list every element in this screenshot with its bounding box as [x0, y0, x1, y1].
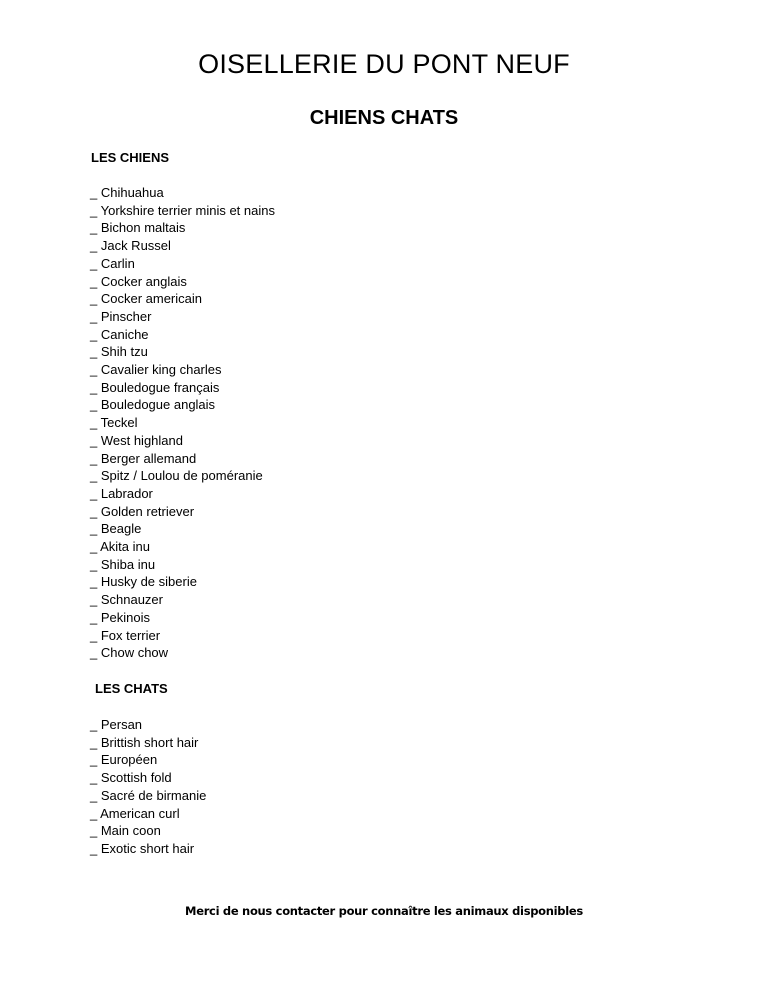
list-item: _ Bouledogue anglais [90, 397, 216, 413]
dogs-heading: LES CHIENS [91, 150, 170, 165]
list-item: _ Scottish fold [90, 770, 172, 786]
list-item: _ Brittish short hair [90, 734, 199, 750]
list-item: _ Bouledogue français [90, 379, 220, 395]
list-item: _ Golden retriever [90, 503, 195, 519]
list-item: _ West highland [90, 432, 183, 448]
list-item: _ American curl [90, 805, 180, 821]
list-item: _ Européen [90, 752, 158, 768]
list-item: _ Yorkshire terrier minis et nains [90, 202, 275, 218]
list-item: _ Sacré de birmanie [90, 787, 207, 803]
cats-heading: LES CHATS [95, 681, 168, 696]
list-item: _ Pinscher [90, 308, 152, 324]
list-item: _ Persan [90, 717, 143, 732]
list-item: _ Jack Russel [90, 238, 171, 254]
list-item: _ Schnauzer [90, 592, 163, 608]
list-item: _ Shih tzu [90, 344, 148, 360]
list-item: _ Husky de siberie [90, 574, 197, 590]
list-item: _ Main coon [90, 823, 161, 839]
list-item: _ Spitz / Loulou de poméranie [90, 468, 263, 484]
list-item: _ Pekinois [90, 609, 150, 625]
list-item: _ Cavalier king charles [90, 362, 222, 378]
list-item: _ Cocker anglais [90, 273, 187, 289]
list-item: _ Akita inu [90, 539, 150, 555]
list-item: _ Fox terrier [90, 627, 161, 643]
list-item: _ Exotic short hair [90, 840, 195, 856]
list-item: _ Bichon maltais [90, 220, 186, 236]
list-item: _ Carlin [90, 255, 135, 271]
list-item: _ Cocker americain [90, 291, 202, 307]
contact-note: Merci de nous contacter pour connaître les animaux disponibles [185, 904, 583, 918]
list-item: _ Chow chow [90, 645, 169, 661]
shop-title: OISELLERIE DU PONT NEUF [198, 49, 570, 79]
dogs-list [90, 184, 275, 662]
list-item: _ Berger allemand [90, 450, 197, 466]
list-item: _ Teckel [90, 415, 138, 431]
list-item: _ Chihuahua [90, 185, 164, 200]
section-title: CHIENS CHATS [309, 107, 459, 129]
list-item: _ Caniche [90, 326, 149, 342]
list-item: _ Beagle [90, 521, 142, 537]
cats-list [90, 716, 206, 858]
list-item: _ Labrador [90, 485, 153, 501]
list-item: _ Shiba inu [90, 556, 156, 572]
